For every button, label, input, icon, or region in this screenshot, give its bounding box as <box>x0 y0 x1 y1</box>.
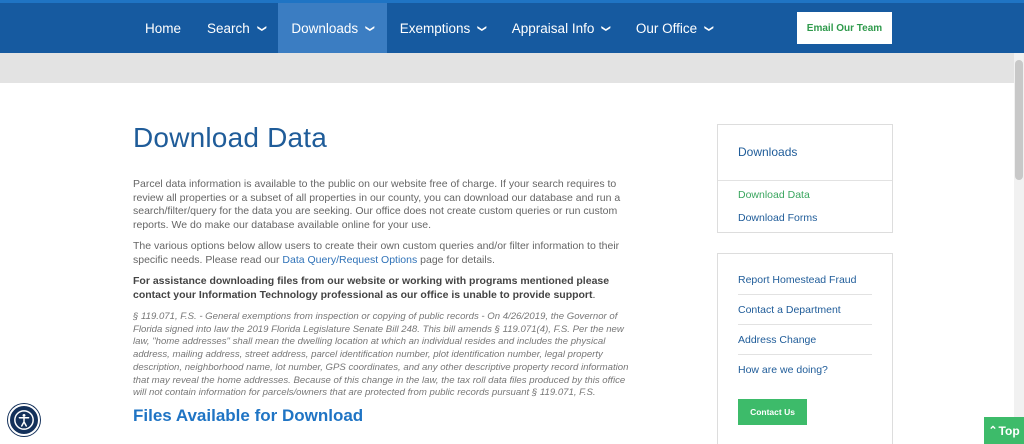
email-our-team-button[interactable]: Email Our Team <box>797 12 892 44</box>
sidebar-link-download-forms[interactable]: Download Forms <box>738 212 818 224</box>
support-notice-text: For assistance downloading files from our website or working with programs mentioned please contact your Information Technology professional as our office is unable to provide support <box>133 275 610 301</box>
intro-paragraph: Parcel data information is available to the public on our website free of charge. If your search requires to review all properties or a subset of all properties in our county, you can download our database and run a search/filter/query for the data you are seeking. Our office does not create custom queries or run custom reports. We do make our database available online for your use. <box>133 178 621 231</box>
support-notice <box>133 275 633 302</box>
nav-item-our-office[interactable] <box>623 3 726 53</box>
contact-us-button[interactable]: Contact Us <box>738 399 807 425</box>
nav-item-home[interactable] <box>132 3 194 53</box>
quick-links-divider <box>738 354 872 355</box>
nav-item-label: Home <box>145 20 182 36</box>
nav-item-label: Downloads <box>291 20 359 36</box>
nav-item-search[interactable] <box>194 3 278 53</box>
downloads-sidebar <box>717 124 893 233</box>
back-to-top-button[interactable] <box>984 417 1024 444</box>
quick-links-divider <box>738 294 872 295</box>
top-navigation-bar <box>0 0 1024 53</box>
files-heading: Files Available for Download <box>133 405 364 425</box>
page-banner <box>0 53 1024 83</box>
nav-item-label: Search <box>207 20 250 36</box>
support-notice-period: . <box>592 288 596 301</box>
chevron-down-icon: ❯ <box>601 24 612 32</box>
chevron-down-icon: ❯ <box>477 24 488 32</box>
nav-item-downloads[interactable] <box>278 3 386 53</box>
sidebar-divider <box>718 180 892 181</box>
link-address-change[interactable]: Address Change <box>738 334 817 346</box>
chevron-down-icon: ❯ <box>704 24 715 32</box>
options-text-after: page for details. <box>417 253 495 266</box>
scrollbar-thumb[interactable] <box>1015 60 1023 180</box>
link-how-are-we-doing[interactable]: How are we doing? <box>738 364 828 376</box>
statute-notice: § 119.071, F.S. - General exemptions from inspection or copying of public records - On 4/26/2019, the Governor of Florida signed into law the 2019 Florida Legislature Senate Bill 248. This bill amends § 119.071(4), F.S. Per the new law, "home addresses" shall mean the dwelling location at which an individual resides and includes the physical address, mailing address, street address, parcel identification number, plot identification number, legal property description, neighborhood name, lot number, GPS coordinates, and any other descriptive property record information that may reveal the home addresses. Because of this change in the law, the tax roll data files produced by this office will not contain information for parcels/owners that are protected from public records pursuant § 119.071, F.S. <box>133 311 629 399</box>
nav-item-appraisal-info[interactable] <box>499 3 623 53</box>
options-text-before: The various options below allow users to create their own custom queries and/or filter information to their specific needs. Please read our <box>133 240 620 266</box>
chevron-down-icon: ❯ <box>365 24 376 32</box>
sidebar-link-download-data[interactable]: Download Data <box>738 189 810 201</box>
accessibility-button[interactable] <box>8 404 40 436</box>
back-to-top-label: Top <box>998 423 1020 438</box>
nav-item-label: Appraisal Info <box>511 20 595 36</box>
options-paragraph <box>133 240 633 267</box>
accessibility-icon <box>13 409 35 431</box>
quick-links-divider <box>738 324 872 325</box>
nav-menu <box>132 3 726 53</box>
nav-item-label: Exemptions <box>399 20 471 36</box>
link-report-homestead-fraud[interactable]: Report Homestead Fraud <box>738 274 857 286</box>
page-title: Download Data <box>133 122 328 153</box>
link-contact-a-department[interactable]: Contact a Department <box>738 304 841 316</box>
chevron-down-icon: ❯ <box>257 24 268 32</box>
nav-item-exemptions[interactable] <box>387 3 499 53</box>
sidebar-title: Downloads <box>738 145 798 159</box>
chevron-up-icon: ⌃ <box>988 425 998 437</box>
data-query-options-link[interactable]: Data Query/Request Options <box>282 253 418 266</box>
main-content <box>133 122 633 426</box>
nav-item-label: Our Office <box>635 20 698 36</box>
quick-links-box <box>717 253 893 444</box>
